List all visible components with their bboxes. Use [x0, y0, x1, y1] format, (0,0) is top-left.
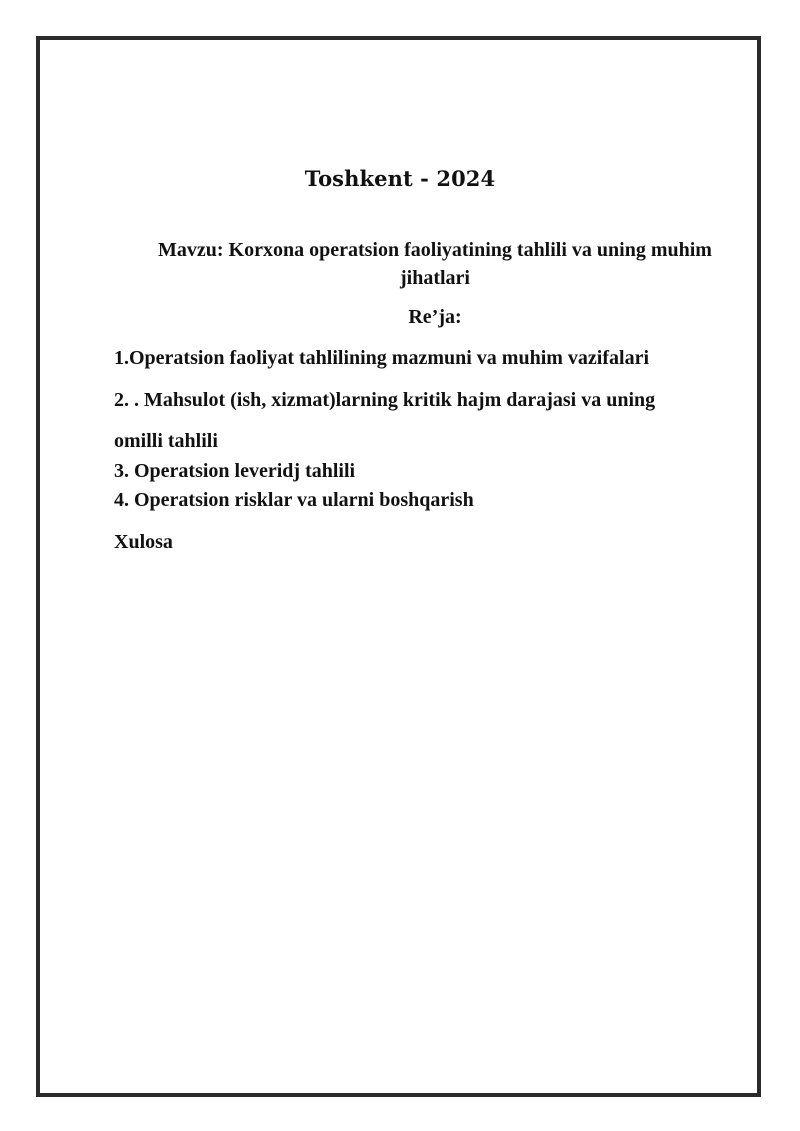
- topic-heading: Mavzu: Korxona operatsion faoliyatining tahlili va uning muhim jihatlari: [158, 239, 712, 289]
- plan-item-3: 3. Operatsion leveridj tahlili: [114, 460, 356, 482]
- plan-item-4: 4. Operatsion risklar va ularni boshqarish: [114, 489, 474, 511]
- plan-heading: Re’ja:: [408, 306, 462, 328]
- document-title: Toshkent - 2024: [304, 166, 496, 191]
- plan-item-2-continuation: omilli tahlili: [114, 430, 218, 452]
- conclusion-label: Xulosa: [114, 531, 173, 553]
- page-border: [36, 36, 761, 1097]
- plan-item-1: 1.Operatsion faoliyat tahlilining mazmuni va muhim vazifalari: [114, 347, 650, 369]
- plan-item-2: 2. . Mahsulot (ish, xizmat)larning kritik hajm darajasi va uning: [114, 389, 656, 411]
